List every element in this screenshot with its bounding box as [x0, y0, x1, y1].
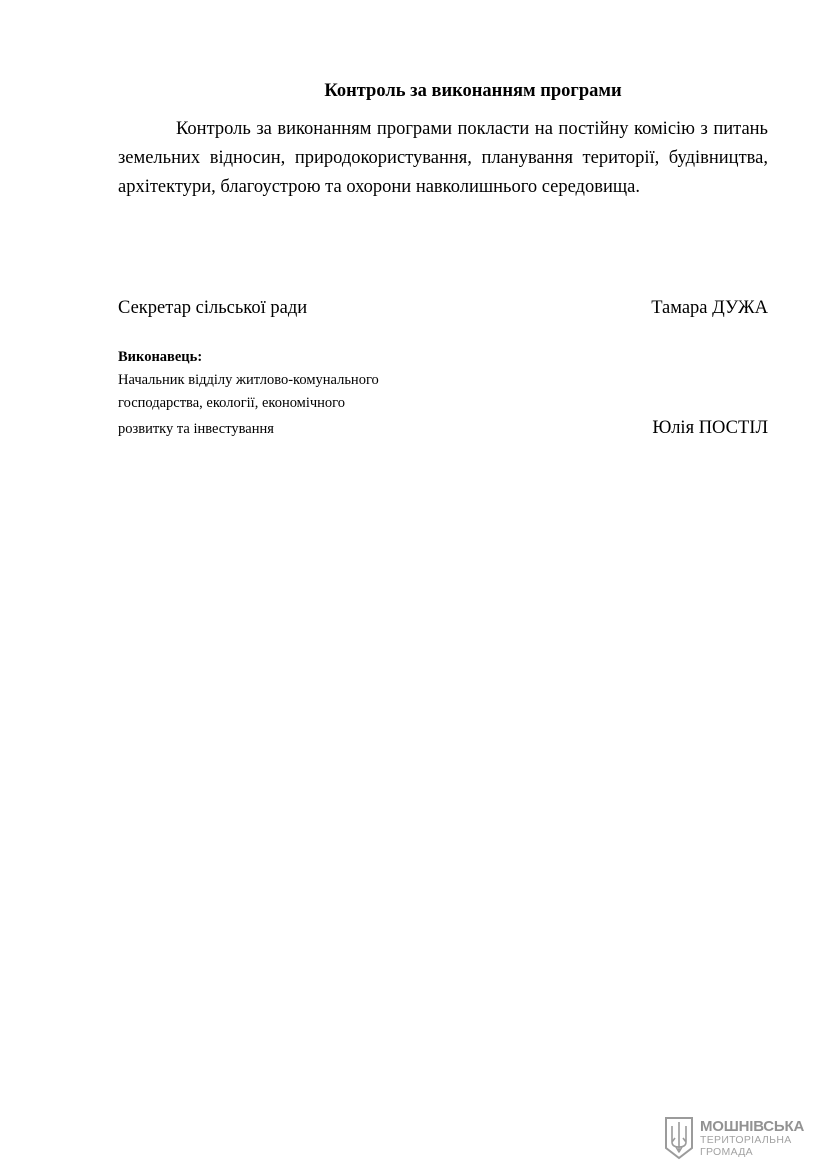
section-paragraph: Контроль за виконанням програми покласти на постійну комісію з питань земельних відносин, природокористування, планування території, будівництва, архітектури, благоустрою та охорони навколишнього середовища.: [118, 119, 768, 197]
executor-label: Виконавець:: [118, 349, 203, 365]
secretary-signature-row: [118, 296, 768, 320]
executor-position-line-1: Начальник відділу житлово-комунального: [118, 372, 379, 388]
logo-line-3: ГРОМАДА: [700, 1145, 753, 1158]
executor-name: Юлія ПОСТІЛ: [652, 418, 768, 438]
section-title: Контроль за виконанням програми: [324, 81, 622, 101]
logo-line-1: МОШНІВСЬКА: [700, 1118, 805, 1135]
executor-signature-row: [118, 416, 768, 440]
executor-position-line-3: розвитку та інвестування: [118, 421, 274, 437]
executor-position-line-2: господарства, екології, економічного: [118, 395, 346, 411]
trident-icon: [664, 1116, 694, 1160]
secretary-name: Тамара ДУЖА: [651, 298, 768, 318]
community-logo: [664, 1114, 814, 1162]
logo-text: [700, 1119, 804, 1157]
secretary-position: Секретар сільської ради: [118, 298, 308, 318]
logo-line-2: ТЕРИТОРІАЛЬНА: [700, 1134, 792, 1146]
